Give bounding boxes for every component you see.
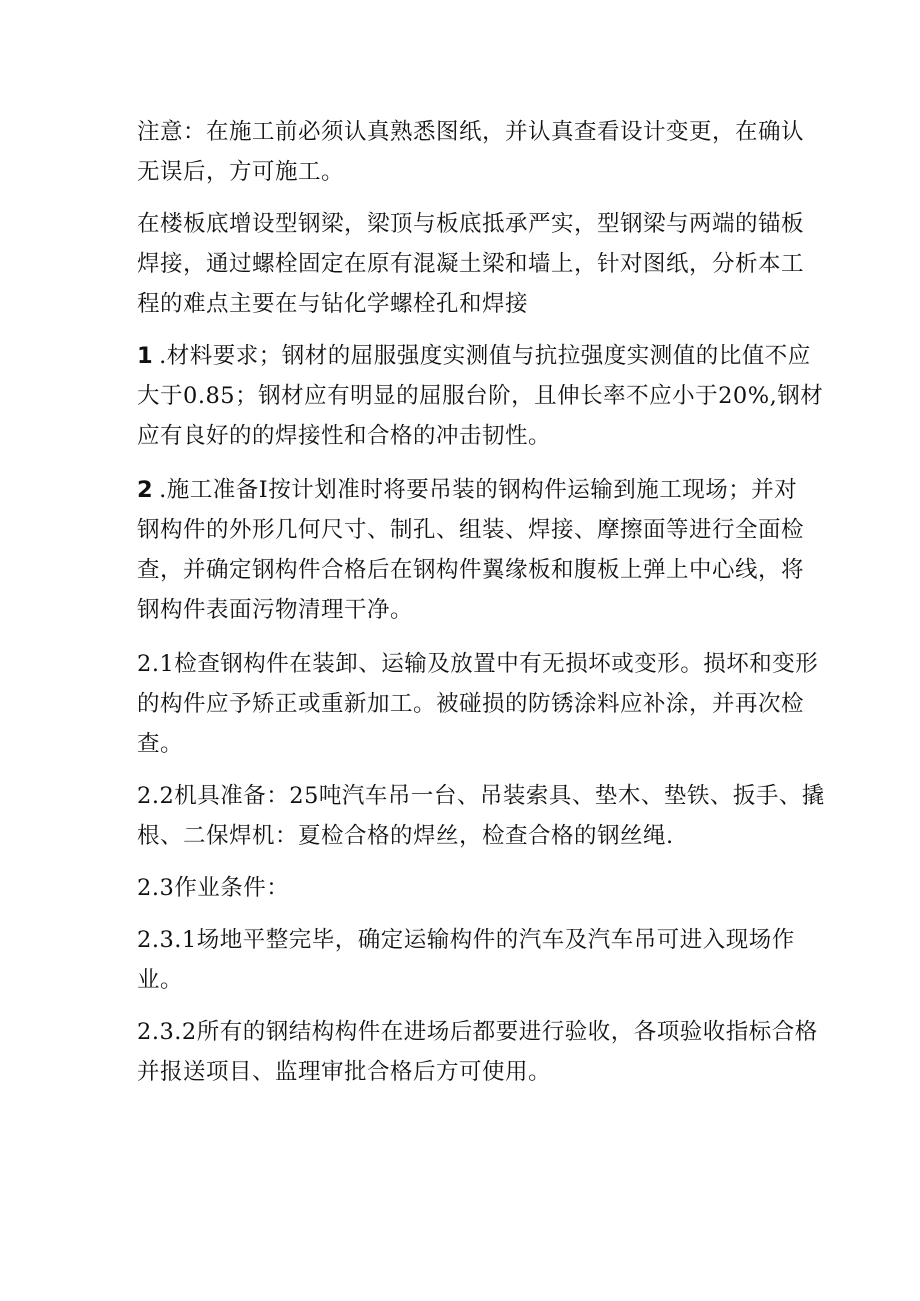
text-line: 注意：在施工前必须认真熟悉图纸，并认真查看设计变更，在确认 <box>137 119 805 145</box>
paragraph-section-2-1 <box>137 644 819 764</box>
paragraph-section-2-3-1 <box>137 920 795 1000</box>
text-line: 查，并确定钢构件合格后在钢构件翼缘板和腹板上弹上中心线，将 <box>137 557 805 583</box>
text-line: 焊接，通过螺栓固定在原有混凝土梁和墙上，针对图纸，分析本工 <box>137 251 805 277</box>
text-line: 业。 <box>137 967 184 993</box>
text-line: 的构件应予矫正或重新加工。被碰损的防锈涂料应补涂，并再次检 <box>137 691 805 717</box>
paragraph-overview <box>137 204 805 324</box>
section-number: 2 <box>137 477 154 503</box>
text-line <box>137 470 798 510</box>
paragraph-section-2-2 <box>137 776 825 856</box>
document-body <box>137 112 825 1104</box>
paragraph-section-2-3-2 <box>137 1012 818 1092</box>
text-line: 2.2机具准备：25吨汽车吊一台、吊装索具、垫木、垫铁、扳手、撬 <box>137 783 825 809</box>
text-line: 2.1检查钢构件在装卸、运输及放置中有无损坏或变形。损坏和变形 <box>137 651 819 677</box>
section-number: 1 <box>137 343 154 369</box>
text-line: 无误后，方可施工。 <box>137 159 345 185</box>
text-line <box>137 336 811 376</box>
text-line: 大于0.85；钢材应有明显的屈服台阶，且伸长率不应小于20%,钢材 <box>137 383 824 409</box>
text-line-body: .材料要求；钢材的屈服强度实测值与抗拉强度实测值的比值不应 <box>159 343 811 369</box>
text-line: 查。 <box>137 731 184 757</box>
text-line: 钢构件的外形几何尺寸、制孔、组装、焊接、摩擦面等进行全面检 <box>137 517 805 543</box>
paragraph-section-2-3 <box>137 868 787 908</box>
text-line: 钢构件表面污物清理干净。 <box>137 597 414 623</box>
text-line: 2.3.1场地平整完毕，确定运输构件的汽车及汽车吊可进入现场作 <box>137 927 795 953</box>
text-line: 在楼板底增设型钢梁，梁顶与板底抵承严实，型钢梁与两端的锚板 <box>137 211 805 237</box>
text-line: 2.3.2所有的钢结构构件在进场后都要进行验收，各项验收指标合格 <box>137 1019 818 1045</box>
paragraph-construction-preparation <box>137 470 805 630</box>
text-line: 2.3作业条件： <box>137 875 290 901</box>
paragraph-notice <box>137 112 805 192</box>
text-line: 并报送项目、监理审批合格后方可使用。 <box>137 1059 552 1085</box>
text-line: 根、二保焊机：夏检合格的焊丝，检查合格的钢丝绳. <box>137 823 674 849</box>
paragraph-material-requirements <box>137 336 824 456</box>
text-line: 应有良好的的焊接性和合格的冲击韧性。 <box>137 423 552 449</box>
text-line: 程的难点主要在与钻化学螺栓孔和焊接 <box>137 291 529 317</box>
text-line-body: .施工准备I按计划准时将要吊装的钢构件运输到施工现场；并对 <box>159 477 798 503</box>
